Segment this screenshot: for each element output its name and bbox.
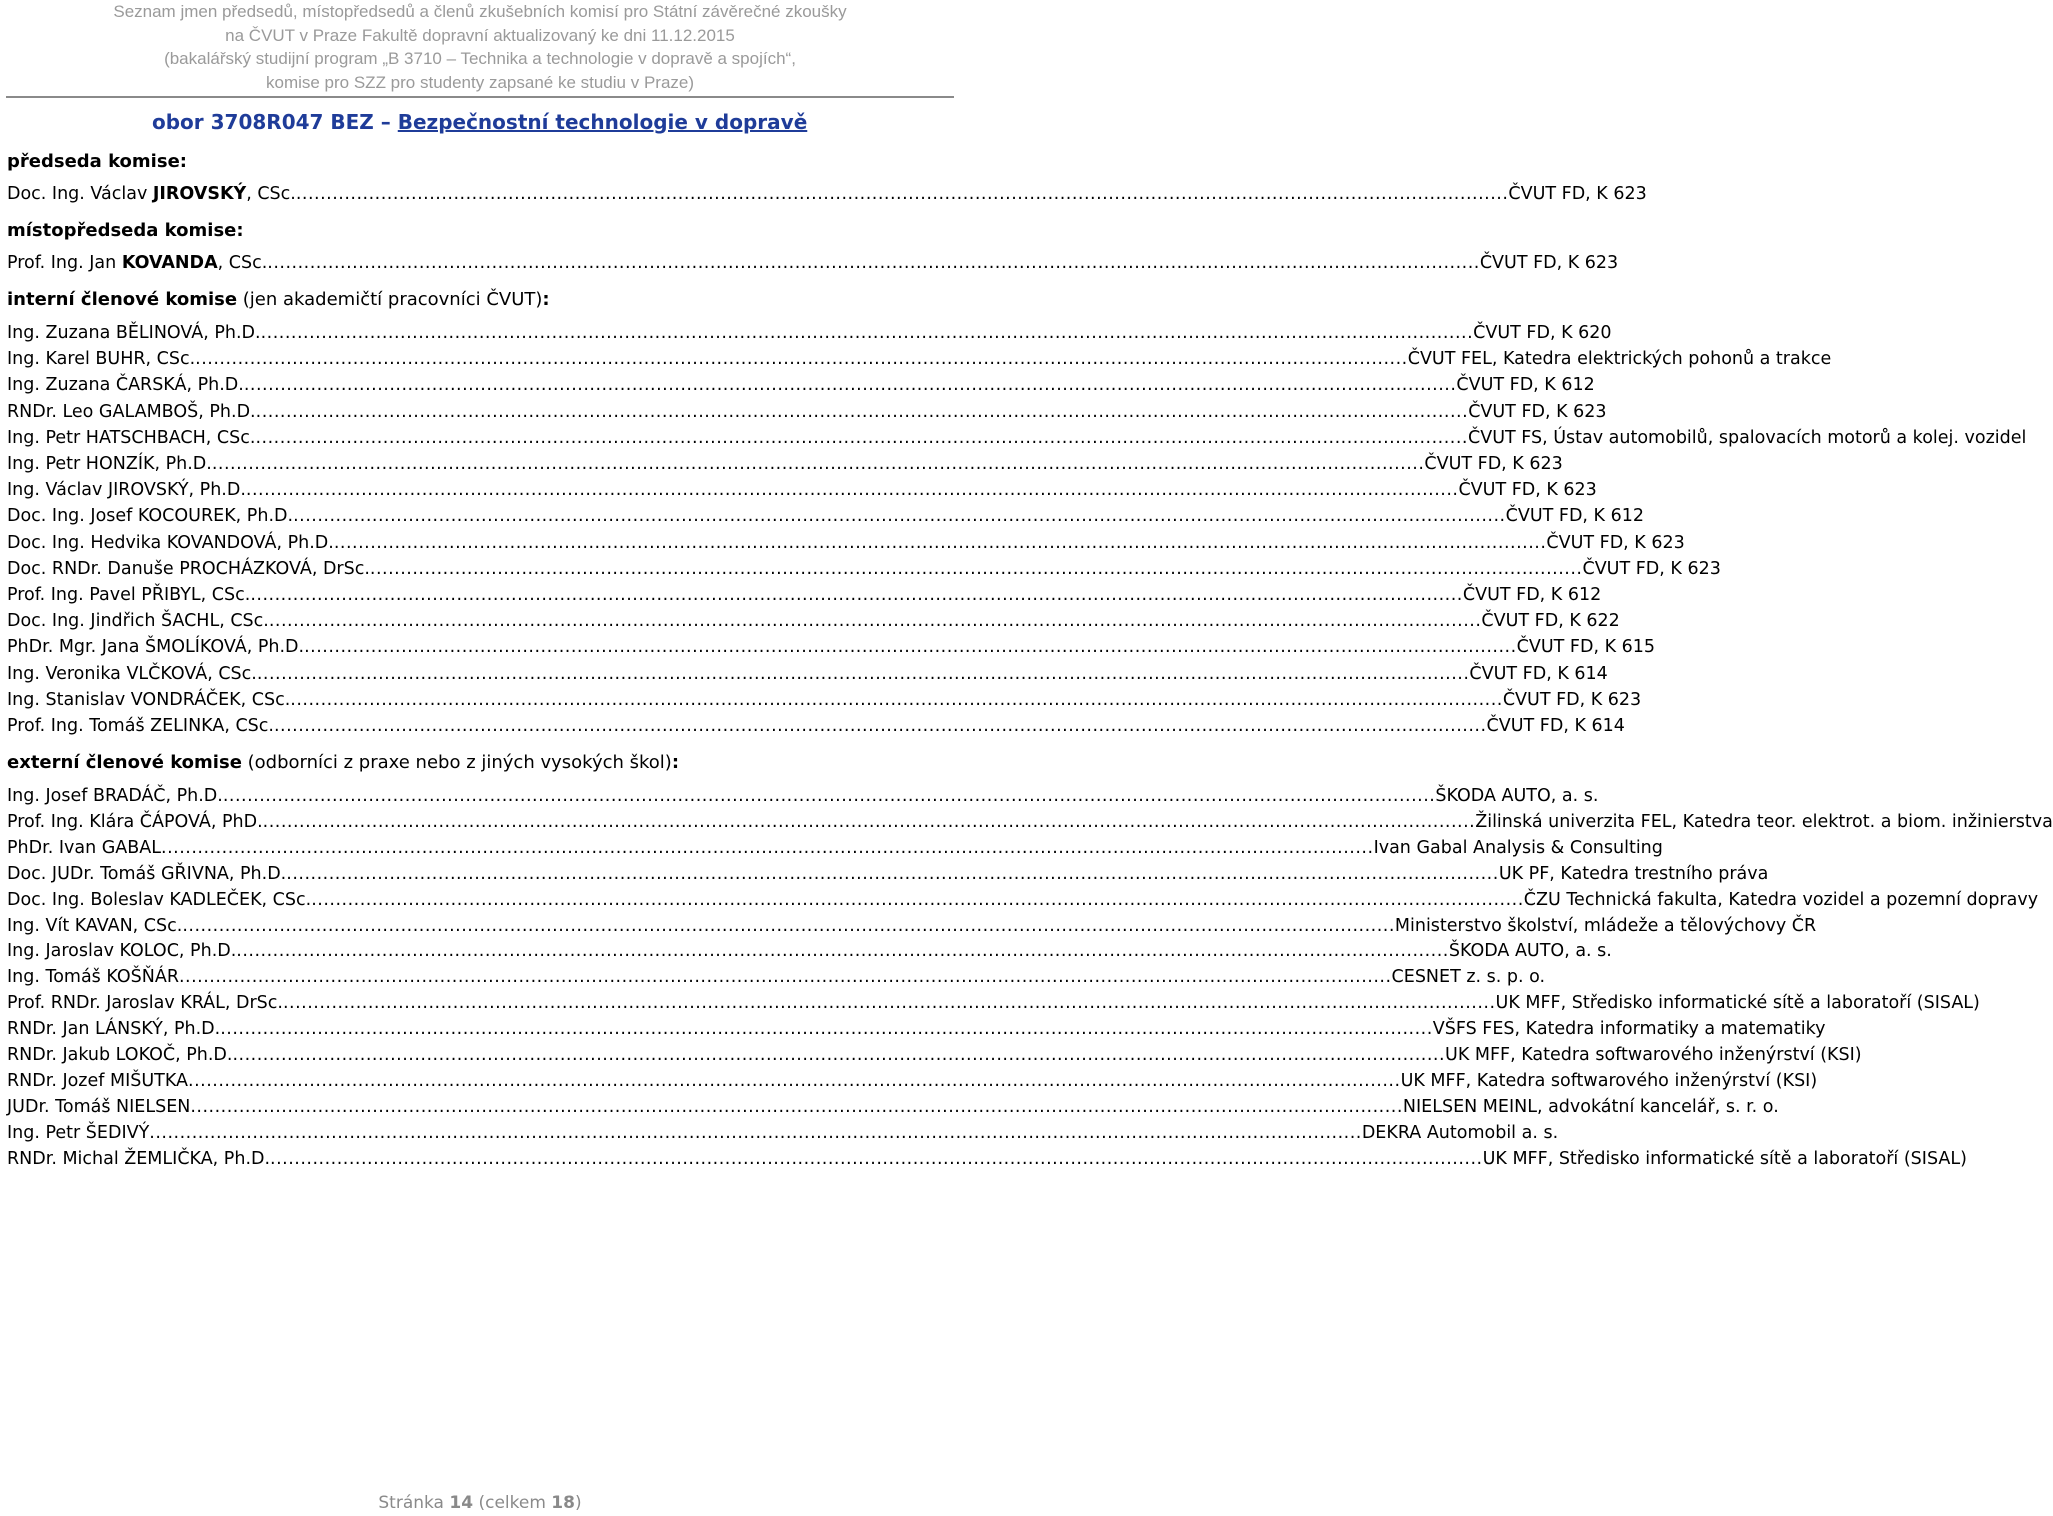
- dot-leader: ........................................................................................................................................................................................................: [220, 1019, 1433, 1040]
- member-name: Prof. Ing. Jan KOVANDA, CSc.: [7, 253, 268, 273]
- member-row: [7, 504, 1644, 528]
- member-org: CESNET z. s. p. o.: [1391, 967, 1546, 988]
- member-org: ČVUT FD, K 612: [1505, 506, 1644, 527]
- external-members-heading: externí členové komise (odborníci z praxe nebo z jiných vysokých škol):: [7, 752, 680, 773]
- member-name: Ing. Petr ŠEDIVÝ: [7, 1122, 150, 1143]
- dot-leader: ........................................................................................................................................................................................................: [260, 323, 1474, 343]
- member-row: [7, 557, 1721, 581]
- member-org: ČVUT FD, K 623: [1508, 184, 1647, 204]
- member-name: Ing. Vít KAVAN, CSc.: [7, 915, 183, 936]
- member-org: ČVUT FD, K 620: [1473, 323, 1612, 343]
- dot-leader: ........................................................................................................................................................................................................: [250, 585, 1463, 605]
- member-org: UK PF, Katedra trestního práva: [1498, 863, 1769, 884]
- dot-leader: ........................................................................................................................................................................................................: [182, 915, 1395, 936]
- dot-leader: ........................................................................................................................................................................................................: [195, 349, 1408, 370]
- member-org: DEKRA Automobil a. s.: [1361, 1122, 1559, 1143]
- dot-leader: ........................................................................................................................................................................................................: [290, 689, 1503, 710]
- header-line-3: (bakalářský studijní program „B 3710 – Technika a technologie v dopravě a spojích“,: [164, 49, 796, 68]
- member-name: Prof. RNDr. Jaroslav KRÁL, DrSc.: [7, 993, 283, 1014]
- member-name: Ing. Jaroslav KOLOC, Ph.D.: [7, 941, 237, 962]
- member-org: Ministerstvo školství, mládeže a tělovýchovy ČR: [1394, 915, 1817, 936]
- member-org: ČVUT FD, K 623: [1502, 689, 1642, 710]
- member-row: [7, 426, 2027, 450]
- study-field-code: obor 3708R047 BEZ –: [152, 110, 391, 134]
- member-name: RNDr. Jakub LOKOČ, Ph.D.: [7, 1045, 233, 1065]
- member-name: RNDr. Michal ŽEMLIČKA, Ph.D.: [7, 1148, 271, 1169]
- dot-leader: ........................................................................................................................................................................................................: [161, 837, 1374, 858]
- dot-leader: ........................................................................................................................................................................................................: [190, 1096, 1403, 1117]
- member-row: [7, 1043, 1862, 1067]
- dot-leader: ........................................................................................................................................................................................................: [243, 375, 1457, 396]
- member-row: [7, 939, 1612, 963]
- header-line-4: komise pro SZZ pro studenty zapsané ke studiu v Praze): [265, 72, 695, 92]
- member-name: Doc. Ing. Boleslav KADLEČEK, CSc.: [7, 889, 312, 910]
- dot-leader: ........................................................................................................................................................................................................: [245, 480, 1459, 501]
- study-field-title: [152, 110, 807, 134]
- member-name: Doc. Ing. Jindřich ŠACHL, CSc.: [7, 611, 269, 632]
- member-row: [7, 991, 1980, 1015]
- dot-leader: ........................................................................................................................................................................................................: [270, 1148, 1483, 1169]
- member-org: ČVUT FD, K 623: [1546, 532, 1685, 553]
- member-row: [7, 452, 1563, 476]
- member-org: ČVUT FD, K 623: [1424, 454, 1563, 474]
- member-row: [7, 662, 1608, 686]
- member-name: PhDr. Ivan GABAL: [7, 837, 161, 858]
- member-org: UK MFF, Katedra softwarového inženýrství (KSI): [1445, 1045, 1862, 1065]
- dot-leader: ........................................................................................................................................................................................................: [333, 532, 1547, 553]
- member-org: ČVUT FD, K 623: [1479, 253, 1619, 273]
- member-row: [7, 583, 1602, 607]
- member-org: Žilinská univerzita FEL, Katedra teor. elektrot. a biom. inžinierstva: [1475, 811, 2053, 832]
- member-org: ČVUT FD, K 623: [1582, 558, 1721, 579]
- dot-leader: ........................................................................................................................................................................................................: [369, 558, 1583, 579]
- member-row: [7, 714, 1625, 738]
- member-name: RNDr. Leo GALAMBOŠ, Ph.D.: [7, 401, 256, 422]
- member-org: UK MFF, Katedra softwarového inženýrství (KSI): [1400, 1070, 1818, 1091]
- study-field-name: Bezpečnostní technologie v dopravě: [397, 110, 808, 134]
- member-name: Ing. Zuzana BĚLINOVÁ, Ph.D.: [7, 323, 261, 343]
- member-name: Ing. Václav JIROVSKÝ, Ph.D.: [7, 480, 246, 501]
- member-name: Ing. Veronika VLČKOVÁ, CSc.: [7, 663, 257, 684]
- dot-leader: ........................................................................................................................................................................................................: [222, 786, 1436, 806]
- internal-members-heading: interní členové komise (jen akademičtí pracovníci ČVUT):: [7, 289, 550, 310]
- member-org: Ivan Gabal Analysis & Consulting: [1373, 837, 1663, 858]
- document-header: [0, 0, 960, 94]
- member-name: Ing. Karel BUHR, CSc.: [7, 349, 196, 370]
- member-org: ČVUT FD, K 614: [1486, 716, 1625, 736]
- member-org: UK MFF, Středisko informatické sítě a laboratoří (SISAL): [1495, 993, 1980, 1014]
- page-total: 18: [551, 1493, 575, 1513]
- member-name: Doc. Ing. Hedvika KOVANDOVÁ, Ph.D.: [7, 532, 334, 553]
- dot-leader: ........................................................................................................................................................................................................: [268, 611, 1482, 632]
- member-row: [7, 400, 1607, 424]
- member-row: [7, 1017, 1826, 1041]
- vicechair-entry: [7, 251, 1619, 275]
- member-org: NIELSEN MEINL, advokátní kancelář, s. r. o.: [1402, 1096, 1779, 1117]
- member-row: [7, 965, 1546, 989]
- dot-leader: ........................................................................................................................................................................................................: [304, 637, 1517, 658]
- member-name: Doc. JUDr. Tomáš GŘIVNA, Ph.D.: [7, 863, 287, 884]
- member-row: [7, 810, 2053, 834]
- member-name: Ing. Zuzana ČARSKÁ, Ph.D.: [7, 375, 244, 396]
- member-row: [7, 888, 2039, 912]
- member-org: ŠKODA AUTO, a. s.: [1435, 786, 1599, 806]
- member-org: ČZU Technická fakulta, Katedra vozidel a pozemní dopravy: [1523, 889, 2039, 910]
- member-name: Prof. Ing. Tomáš ZELINKA, CSc.: [7, 716, 274, 736]
- dot-leader: ........................................................................................................................................................................................................: [236, 941, 1449, 962]
- member-org: ČVUT FD, K 615: [1516, 637, 1656, 658]
- member-row: [7, 1121, 1559, 1145]
- member-row: [7, 1147, 1967, 1171]
- member-name: Ing. Tomáš KOŠŇÁR: [7, 967, 179, 988]
- dot-leader: ........................................................................................................................................................................................................: [232, 1045, 1446, 1065]
- member-row: [7, 609, 1620, 633]
- member-name: RNDr. Jozef MIŠUTKA: [7, 1070, 188, 1091]
- member-name: Ing. Petr HONZÍK, Ph.D.: [7, 454, 212, 474]
- dot-leader: ........................................................................................................................................................................................................: [255, 427, 1468, 448]
- dot-leader: ........................................................................................................................................................................................................: [311, 889, 1524, 910]
- member-row: [7, 836, 1663, 860]
- dot-leader: ........................................................................................................................................................................................................: [282, 993, 1496, 1014]
- member-org: ČVUT FD, K 612: [1456, 375, 1595, 396]
- dot-leader: ........................................................................................................................................................................................................: [286, 863, 1499, 884]
- member-org: ČVUT FD, K 623: [1458, 480, 1597, 501]
- dot-leader: ........................................................................................................................................................................................................: [149, 1122, 1362, 1143]
- chair-entry: [7, 182, 1647, 206]
- member-org: ČVUT FD, K 623: [1468, 401, 1607, 422]
- footer-label: Stránka: [378, 1493, 444, 1513]
- member-row: [7, 478, 1597, 502]
- member-row: [7, 373, 1595, 397]
- dot-leader: ........................................................................................................................................................................................................: [211, 454, 1425, 474]
- dot-leader: ........................................................................................................................................................................................................: [293, 506, 1506, 527]
- dot-leader: ........................................................................................................................................................................................................: [188, 1070, 1401, 1091]
- member-org: VŠFS FES, Katedra informatiky a matematiky: [1432, 1019, 1826, 1040]
- member-row: [7, 914, 1817, 938]
- dot-leader: ........................................................................................................................................................................................................: [178, 967, 1392, 988]
- member-name: Doc. Ing. Václav JIROVSKÝ, CSc.: [7, 184, 296, 204]
- header-divider: [6, 96, 954, 98]
- member-name: JUDr. Tomáš NIELSEN: [7, 1096, 191, 1117]
- member-name: Doc. Ing. Josef KOCOUREK, Ph.D.: [7, 506, 294, 527]
- member-row: [7, 1095, 1779, 1119]
- member-name: Doc. RNDr. Danuše PROCHÁZKOVÁ, DrSc.: [7, 558, 370, 579]
- member-org: ČVUT FD, K 622: [1481, 611, 1620, 632]
- header-line-1: Seznam jmen předsedů, místopředsedů a členů zkušebních komisí pro Státní závěrečné zkoušky: [113, 2, 847, 21]
- member-org: ČVUT FEL, Katedra elektrických pohonů a trakce: [1407, 349, 1832, 370]
- member-org: ČVUT FD, K 612: [1462, 585, 1602, 605]
- member-name: Prof. Ing. Pavel PŘIBYL, CSc.: [7, 585, 251, 605]
- dot-leader: ........................................................................................................................................................................................................: [255, 401, 1469, 422]
- footer-total-prefix: (celkem: [478, 1493, 546, 1513]
- member-org: UK MFF, Středisko informatické sítě a laboratoří (SISAL): [1482, 1148, 1967, 1169]
- vicechair-heading: místopředseda komise:: [7, 220, 244, 241]
- member-row: [7, 635, 1656, 659]
- member-org: ŠKODA AUTO, a. s.: [1448, 941, 1612, 962]
- member-row: [7, 321, 1612, 345]
- member-name: Ing. Josef BRADÁČ, Ph.D.: [7, 786, 223, 806]
- member-row: [7, 784, 1599, 808]
- member-name: RNDr. Jan LÁNSKÝ, Ph.D.: [7, 1019, 221, 1040]
- page-number: 14: [449, 1493, 474, 1513]
- dot-leader: ........................................................................................................................................................................................................: [273, 716, 1487, 736]
- member-name: PhDr. Mgr. Jana ŠMOLÍKOVÁ, Ph.D.: [7, 637, 305, 658]
- member-row: [7, 347, 1832, 371]
- page-footer: [0, 1493, 960, 1513]
- member-org: ČVUT FD, K 614: [1469, 663, 1608, 684]
- dot-leader: ........................................................................................................................................................................................................: [267, 253, 1480, 273]
- member-name: Prof. Ing. Klára ČÁPOVÁ, PhD.: [7, 811, 263, 832]
- member-row: [7, 688, 1642, 712]
- footer-total-suffix: ): [574, 1493, 582, 1513]
- dot-leader: ........................................................................................................................................................................................................: [295, 184, 1509, 204]
- header-line-2: na ČVUT v Praze Fakultě dopravní aktualizovaný ke dni 11.12.2015: [225, 25, 735, 45]
- member-name: Ing. Stanislav VONDRÁČEK, CSc.: [7, 689, 291, 710]
- member-row: [7, 531, 1685, 555]
- member-name: Ing. Petr HATSCHBACH, CSc.: [7, 427, 256, 448]
- member-org: ČVUT FS, Ústav automobilů, spalovacích motorů a kolej. vozidel: [1468, 427, 2027, 448]
- chair-heading: předseda komise:: [7, 151, 187, 172]
- dot-leader: ........................................................................................................................................................................................................: [256, 663, 1470, 684]
- member-row: [7, 862, 1769, 886]
- dot-leader: ........................................................................................................................................................................................................: [262, 811, 1476, 832]
- member-row: [7, 1069, 1818, 1093]
